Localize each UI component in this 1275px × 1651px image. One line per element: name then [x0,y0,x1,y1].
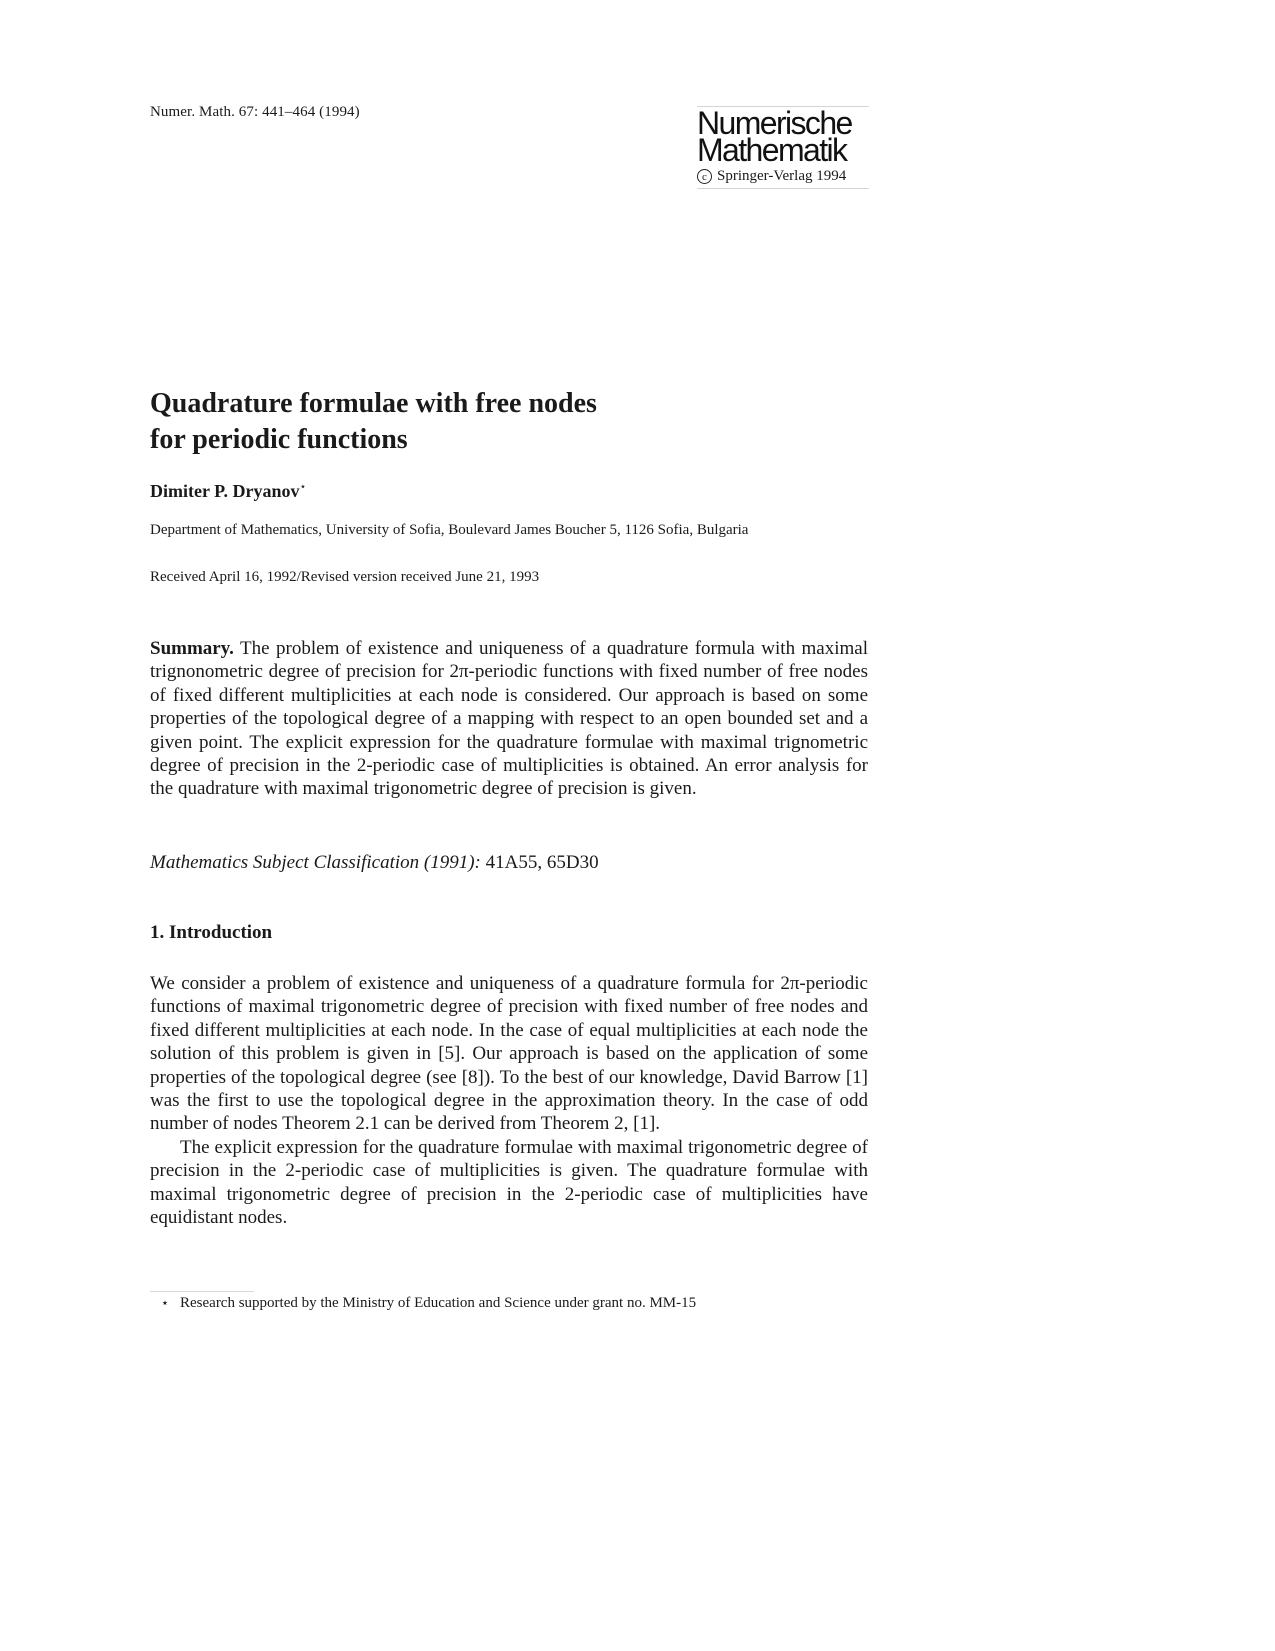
footnote-divider [150,1291,254,1292]
introduction-body [150,972,868,1229]
article-title [150,386,870,458]
citation-header: Numer. Math. 67: 441–464 (1994) [150,104,360,120]
author-footnote-mark: ⋆ [299,481,307,493]
abstract-text: The problem of existence and uniqueness of a quadrature formula with maximal trignonometric degree of precision for 2π-periodic functions with fixed number of free nodes of fixed different multiplicities at each node is considered. Our approach is based on some properties of the topological degree of a mapping with respect to an open bounded set and a given point. The explicit expression for the quadrature formulae with maximal trignometric degree of precision in the 2-periodic case of multiplicities is obtained. An error analysis for the quadrature with maximal trigonometric degree of precision is given. [150,638,868,800]
footnote-text: Research supported by the Ministry of Education and Science under grant no. MM-15 [180,1295,697,1311]
affiliation: Department of Mathematics, University of Sofia, Boulevard James Boucher 5, 1126 Sofia, Bulgaria [150,522,749,538]
subject-classification [150,852,599,874]
section-heading-introduction: 1. Introduction [150,922,273,943]
msc-label: Mathematics Subject Classification (1991): [150,852,481,873]
title-line1: Quadrature formulae with free nodes [150,388,597,419]
author-text: Dimiter P. Dryanov [150,481,300,501]
msc-codes: 41A55, 65D30 [485,852,599,873]
journal-name-line2: Mathematik [697,132,847,168]
journal-name-line1: Numerische [697,105,852,141]
journal-copyright [697,168,869,185]
author-name [150,480,306,502]
abstract [150,637,868,801]
intro-paragraph-1: We consider a problem of existence and uniqueness of a quadrature formula for 2π-periodic functions of maximal trigonometric degree of precision with fixed number of free nodes and fixed different multiplicities at each node. In the case of equal multiplicities at each node the solution of this problem is given in [5]. Our approach is based on the application of some properties of the topological degree (see [8]). To the best of our knowledge, David Barrow [1] was the first to use the topological degree in the approximation theory. In the case of odd number of nodes Theorem 2.1 can be derived from Theorem 2, [1]. [150,973,868,1135]
footnote-mark: ⋆ [160,1295,170,1310]
copyright-icon: c [697,169,712,184]
journal-logo [697,106,869,189]
received-dates: Received April 16, 1992/Revised version received June 21, 1993 [150,569,540,585]
intro-paragraph-2: The explicit expression for the quadrature formulae with maximal trigonometric degree of precision in the 2-periodic case of multiplicities is given. The quadrature formulae with maximal trigonometric degree of precision in the 2-periodic case of multiplicities have equidistant nodes. [150,1136,868,1229]
publisher-text: Springer-Verlag 1994 [717,168,847,184]
abstract-label: Summary. [150,638,234,659]
footnote [150,1295,696,1312]
title-line2: for periodic functions [150,424,408,455]
